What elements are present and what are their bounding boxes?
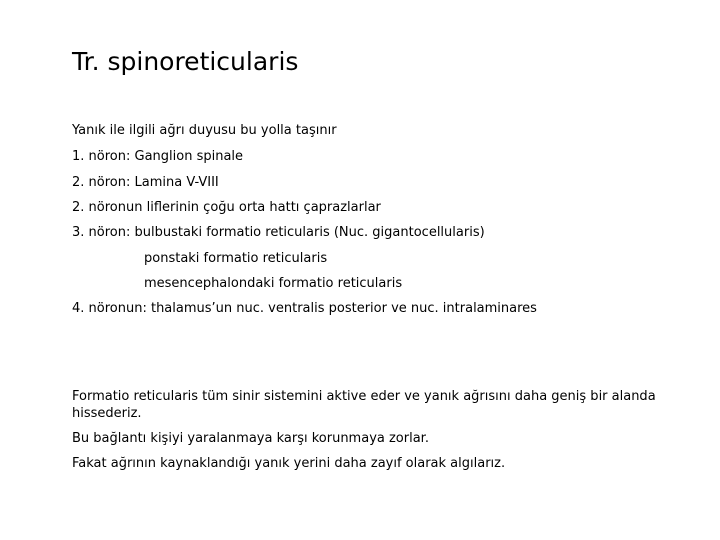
protection-paragraph: Bu bağlantı kişiyi yaralanmaya karşı korunmaya zorlar.: [72, 431, 429, 446]
third-neuron-mesencephalon-line: mesencephalondaki formatio reticularis: [144, 276, 403, 291]
slide-title: Tr. spinoreticularis: [72, 47, 299, 76]
first-neuron-line: 1. nöron: Ganglion spinale: [72, 149, 244, 164]
third-neuron-pons-line: ponstaki formatio reticularis: [144, 251, 328, 266]
fourth-neuron-line: 4. nöronun: thalamus’un nuc. ventralis posterior ve nuc. intralaminares: [72, 301, 537, 316]
second-neuron-fibers-line: 2. nöronun liflerinin çoğu orta hattı çaprazlarlar: [72, 200, 381, 215]
perception-paragraph: Fakat ağrının kaynaklandığı yanık yerini daha zayıf olarak algılarız.: [72, 456, 506, 471]
third-neuron-line: 3. nöron: bulbustaki formatio reticularis (Nuc. gigantocellularis): [72, 225, 485, 240]
second-neuron-line: 2. nöron: Lamina V-VIII: [72, 175, 219, 190]
intro-line: Yanık ile ilgili ağrı duyusu bu yolla taşınır: [72, 123, 337, 138]
activation-paragraph: Formatio reticularis tüm sinir sistemini aktive eder ve yanık ağrısını daha geniş bir alanda hissederiz.: [72, 389, 656, 421]
